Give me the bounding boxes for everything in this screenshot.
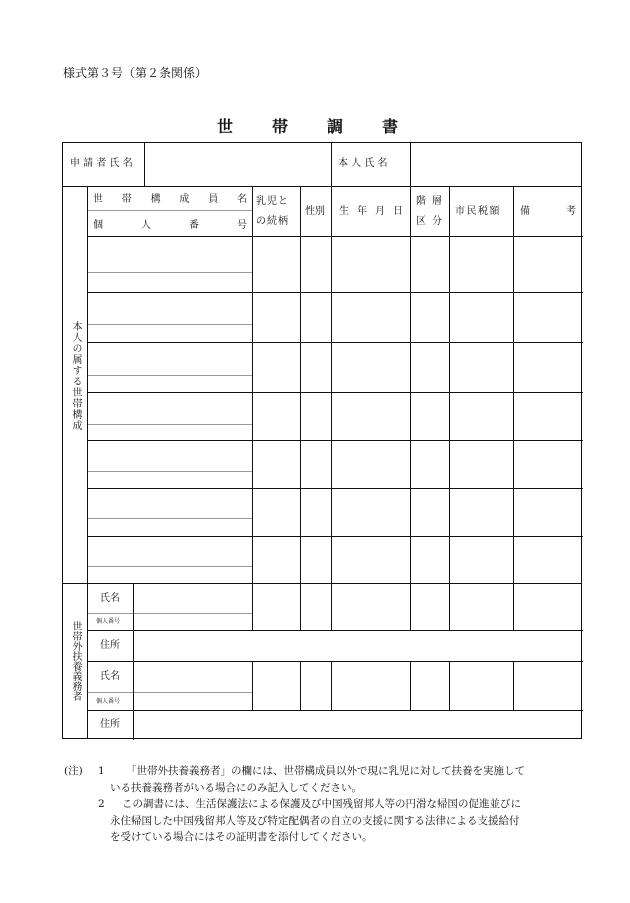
dep-col-line <box>252 661 253 710</box>
dep-col-line <box>331 583 332 630</box>
class-header-line2 <box>416 217 442 227</box>
dep-line <box>87 710 583 711</box>
page-title <box>205 114 425 136</box>
col-line <box>331 186 332 583</box>
relation-header-line2: の続柄 <box>256 216 289 227</box>
applicant-name-field[interactable] <box>151 159 326 171</box>
row-line <box>87 392 583 393</box>
header-char: 月 <box>375 206 385 217</box>
col-line <box>449 186 450 583</box>
row-inner-line <box>87 518 252 519</box>
note-1-number: 1 <box>98 765 105 777</box>
dep-col-line <box>449 661 450 710</box>
header-char: 年 <box>357 206 367 217</box>
header-char: 日 <box>393 206 403 217</box>
title-char: 世 <box>217 117 234 136</box>
title-char: 書 <box>382 117 399 136</box>
header-char: 層 <box>432 196 442 207</box>
relation-header-line1: 乳児と <box>256 196 289 207</box>
header-char: 生 <box>339 206 349 217</box>
tax-header: 市民税額 <box>455 206 501 217</box>
note-2-line: この調書には、生活保護法による保護及び中国残留邦人等の円滑な帰国の促進並びに <box>122 798 521 810</box>
header-char: 人 <box>141 220 151 231</box>
header-char: 成 <box>179 194 190 205</box>
dep-col-line <box>410 583 411 630</box>
row-line <box>87 440 583 441</box>
dep1-address-label: 住所 <box>100 640 120 651</box>
person-name-field[interactable] <box>416 159 576 171</box>
class-header-line1 <box>416 197 442 207</box>
dep-label-col-line <box>133 583 134 740</box>
person-name-label: 本 人 氏 名 <box>338 158 388 169</box>
header-char: 備 <box>520 206 530 217</box>
header-char: 考 <box>566 206 576 217</box>
notes-marker: (注) <box>64 765 83 777</box>
header-vline <box>410 143 411 186</box>
header-char: 番 <box>189 220 199 231</box>
dep-col-line <box>300 661 301 710</box>
note-1-line: いる扶養義務者がいる場合にのみ記入してください。 <box>110 781 362 794</box>
header-char: 帯 <box>121 194 132 205</box>
header-row-bottom-line <box>63 186 581 187</box>
row-line <box>87 536 583 537</box>
column-header-mid-line <box>87 210 252 211</box>
row-line <box>87 488 583 489</box>
dep1-id-label: 個人番号 <box>96 618 121 625</box>
dep-col-line <box>300 583 301 630</box>
row-inner-line <box>87 566 252 567</box>
dep1-name-label: 氏名 <box>100 593 120 604</box>
header-vline <box>144 143 145 186</box>
row-inner-line <box>87 324 252 325</box>
header-char: 階 <box>416 196 426 207</box>
header-char: 名 <box>236 194 247 205</box>
row-inner-line <box>87 375 252 376</box>
dep2-id-label: 個人番号 <box>96 698 121 705</box>
dep-name-id-split <box>87 613 252 614</box>
header-char: 個 <box>93 220 103 231</box>
header-char: 号 <box>237 220 247 231</box>
household-survey-table <box>62 142 582 739</box>
col-line <box>252 186 253 583</box>
row-inner-line <box>87 424 252 425</box>
header-char: 員 <box>208 194 219 205</box>
form-number: 様式第３号（第２条関係） <box>63 66 208 80</box>
col-line <box>410 186 411 583</box>
header-char: 世 <box>93 194 103 205</box>
dep-line <box>87 661 583 662</box>
row-line <box>87 342 583 343</box>
sex-header: 性別 <box>305 206 325 217</box>
household-side-label: 本人の属する世帯構成 <box>70 321 81 431</box>
id-number-header <box>93 221 247 231</box>
dependents-side-label: 世帯外扶養義務者 <box>70 621 81 701</box>
dep-col-line <box>513 661 514 710</box>
header-vline <box>331 143 332 186</box>
dep-line <box>87 630 583 631</box>
member-name-header <box>93 195 247 205</box>
side-column-line <box>87 186 88 739</box>
title-char: 帯 <box>272 117 289 136</box>
note-1-line: 「世帯外扶養義務者」の欄には、世帯構成員以外で現に乳児に対して扶養を実施して <box>126 765 525 777</box>
applicant-name-label: 申 請 者 氏 名 <box>70 158 133 169</box>
header-char: 分 <box>432 216 442 227</box>
note-2-line: 永住帰国した中国残留邦人等及び特定配偶者の自立の支援に関する法律による支援給付 <box>110 814 520 827</box>
col-line <box>300 186 301 583</box>
header-char: 構 <box>150 194 161 205</box>
title-char: 調 <box>327 117 344 136</box>
row-inner-line <box>87 272 252 273</box>
row-inner-line <box>87 471 252 472</box>
row-line <box>87 292 583 293</box>
section-boundary-line <box>63 583 581 584</box>
dep-col-line <box>410 661 411 710</box>
dep-name-id-split <box>87 692 252 693</box>
note-2-number: 2 <box>98 798 105 810</box>
header-char: 区 <box>416 216 426 227</box>
dep2-name-label: 氏名 <box>100 671 120 682</box>
column-header-bottom-line <box>87 236 583 237</box>
birthdate-header <box>339 207 403 217</box>
remarks-header <box>520 207 576 217</box>
col-line <box>513 186 514 583</box>
dep-col-line <box>331 661 332 710</box>
dep2-address-label: 住所 <box>100 719 120 730</box>
dep-col-line <box>449 583 450 630</box>
dep-col-line <box>513 583 514 630</box>
note-2-line: を受けている場合にはその証明書を添付してください。 <box>110 831 373 843</box>
dep-col-line <box>252 583 253 630</box>
